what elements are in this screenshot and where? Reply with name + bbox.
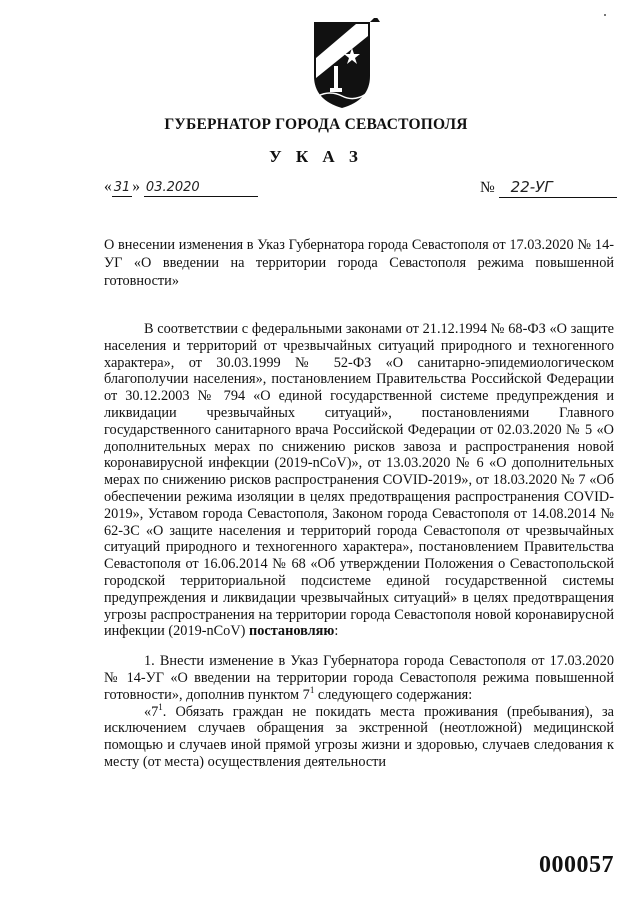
number-sign: № [480, 179, 495, 196]
date-close-quote: » [132, 178, 141, 195]
decree-subject: О внесении изменения в Указ Губернатора города Севастополя от 17.03.2020 № 14-УГ «О введении на территории города Севастополя режима повышенной готовности» [104, 237, 614, 289]
item-7-1-superscript: 1 [158, 701, 163, 712]
date-open-quote: « [104, 178, 112, 195]
item-7-1-prefix: «7 [144, 703, 159, 720]
page-serial-number: 000057 [539, 852, 614, 878]
decree-number [480, 178, 617, 198]
preamble-paragraph [104, 321, 614, 640]
preamble-text: В соответствии с федеральными законами от 21.12.1994 № 68-ФЗ «О защите населения и территорий от чрезвычайных ситуаций природного и техногенного характера», от 30.03.1999 № 52-ФЗ «О санитарно-эпидемиологическом благополучии населения», постановлением Правительства Российской Федерации от 30.12.2003 № 794 «О единой государственной системе предупреждения и ликвидации чрезвычайных ситуаций», постановлениями Главного государственного санитарного врача Российской Федерации от 02.03.2020 № 5 «О дополнительных мерах по снижению рисков завоза и распространения новой коронавирусной инфекции (2019-nCoV)», от 13.03.2020 № 6 «О дополнительных мерах по снижению рисков распространения COVID-2019», от 18.03.2020 № 7 «Об обеспечении режима изоляции в целях предотвращения распространения COVID-2019», Уставом города Севастополя, Законом города Севастополя от 14.08.2014 № 62-ЗС «О защите населения и территорий города Севастополя от чрезвычайных ситуаций природного и техногенного характера», постановлением Правительства Севастополя от 16.06.2014 № 68 «Об утверждении Положения о Севастопольской городской территориальной подсистеме единой государственной системы предупреждения и ликвидации чрезвычайных ситуаций» в целях предотвращения угрозы распространения на территории города Севастополя новой коронавирусной инфекции (2019-nCoV) [104, 321, 614, 640]
date-day-handwritten: 31 [113, 180, 131, 195]
item-1-text-end: следующего содержания: [314, 686, 473, 703]
sevastopol-coat-of-arms-emblem [296, 18, 406, 110]
preamble-resolve-word: постановляю [249, 623, 335, 640]
date-month-year-handwritten: 03.2020 [145, 180, 200, 195]
scan-speck [604, 14, 606, 16]
item-7-1-paragraph [104, 701, 614, 771]
decree-body [104, 321, 614, 771]
decree-date [104, 178, 258, 197]
number-value-handwritten: 22-УГ [510, 178, 553, 196]
item-7-1-text: . Обязать граждан не покидать места проживания (пребывания), за исключением случаев обращения за экстренной (неотложной) медицинской помощью и случаев иной прямой угрозы жизни и здоровью, случаев следования к месту (от места) осуществления деятельности [104, 703, 614, 770]
document-type: У К А З [269, 147, 363, 166]
item-1-paragraph [104, 653, 614, 703]
item-1-superscript: 1 [309, 684, 315, 695]
issuer-title: ГУБЕРНАТОР ГОРОДА СЕВАСТОПОЛЯ [164, 116, 468, 133]
preamble-colon: : [334, 623, 339, 640]
item-1-text: 1. Внести изменение в Указ Губернатора города Севастополя от 17.03.2020 № 14-УГ «О введении на территории города Севастополя режима повышенной готовности», дополнив пунктом 7 [104, 653, 614, 703]
